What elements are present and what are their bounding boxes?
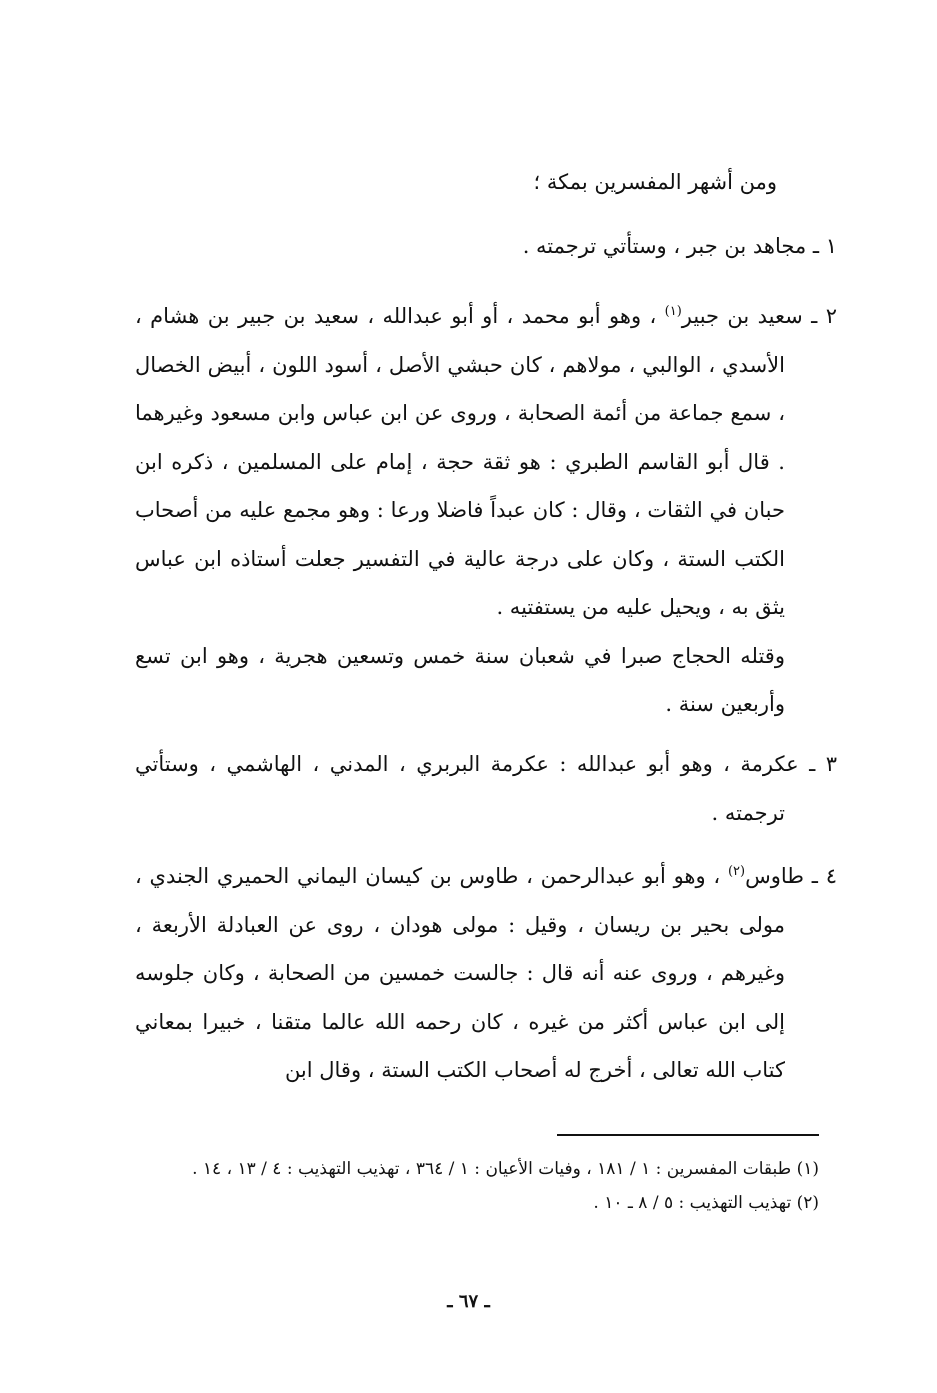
footnote-ref[interactable]: (٢)	[727, 864, 746, 879]
item-text: عكرمة ، وهو أبو عبدالله : عكرمة البربري ، المدني ، الهاشمي ، وستأتي ترجمته .	[135, 752, 799, 825]
item-4-paragraph	[135, 852, 837, 1095]
item-2-paragraph	[135, 292, 837, 632]
item-text: ، وهو أبو محمد ، أو أبو عبدالله ، سعيد بن جبير بن هشام ، الأسدي ، الوالبي ، مولاهم ، كان حبشي الأصل ، أسود اللون ، أبيض الخصال ، سمع جماعة من أئمة الصحابة ، وروى عن ابن عباس وابن مسعود وغيرهما . قال أبو القاسم الطبري : هو ثقة حجة ، إمام على المسلمين ، ذكره ابن حبان في الثقات ، وقال : كان عبداً فاضلا ورعا : وهو مجمع عليه من أصحاب الكتب الستة ، وكان على درجة عالية في التفسير جعلت أستاذه ابن عباس يثق به ، ويحيل عليه من يستفتيه .	[135, 304, 785, 619]
item-number: ٤ ـ	[811, 864, 837, 888]
item-name: طاوس	[745, 864, 804, 888]
item-4	[135, 852, 837, 1095]
item-number: ٣ ـ	[809, 752, 837, 776]
footnote-ref[interactable]: (١)	[664, 304, 682, 319]
item-3	[135, 740, 837, 837]
item-number: ٢ ـ	[811, 304, 837, 328]
footnotes	[135, 1152, 819, 1220]
item-number: ١ ـ	[812, 234, 837, 258]
item-text: مجاهد بن جبر ، وستأتي ترجمته .	[522, 234, 807, 258]
page-number: ـ ٦٧ ـ	[447, 1291, 490, 1312]
footnote-1: (١) طبقات المفسرين : ١ / ١٨١ ، وفيات الأعيان : ١ / ٣٦٤ ، تهذيب التهذيب : ٤ / ١٣ ، ١٤ .	[192, 1159, 819, 1179]
item-name: سعيد بن جبير	[681, 304, 803, 328]
item-text: ، وهو أبو عبدالرحمن ، طاوس بن كيسان اليماني الحميري الجندي ، مولى بحير بن ريسان ، وقيل : مولى هودان ، روى عن العبادلة الأربعة ، وغيرهم ، وروى عنه أنه قال : جالست خمسين من الصحابة ، وكان جلوسه إلى ابن عباس أكثر من غيره ، كان رحمه الله عالما متقنا ، خبيرا بمعاني كتاب الله تعالى ، أخرج له أصحاب الكتب الستة ، وقال ابن	[135, 864, 785, 1082]
item-2-continuation: وقتله الحجاج صبرا في شعبان سنة خمس وتسعين هجرية ، وهو ابن تسع وأربعين سنة .	[135, 643, 785, 716]
footnote-2: (٢) تهذيب التهذيب : ٥ / ٨ ـ ١٠ .	[593, 1193, 819, 1213]
footnote-divider	[557, 1134, 819, 1136]
item-2	[135, 292, 837, 729]
item-1	[135, 222, 837, 271]
intro-line: ومن أشهر المفسرين بمكة ؛	[533, 170, 777, 194]
item-3-paragraph	[135, 740, 837, 837]
